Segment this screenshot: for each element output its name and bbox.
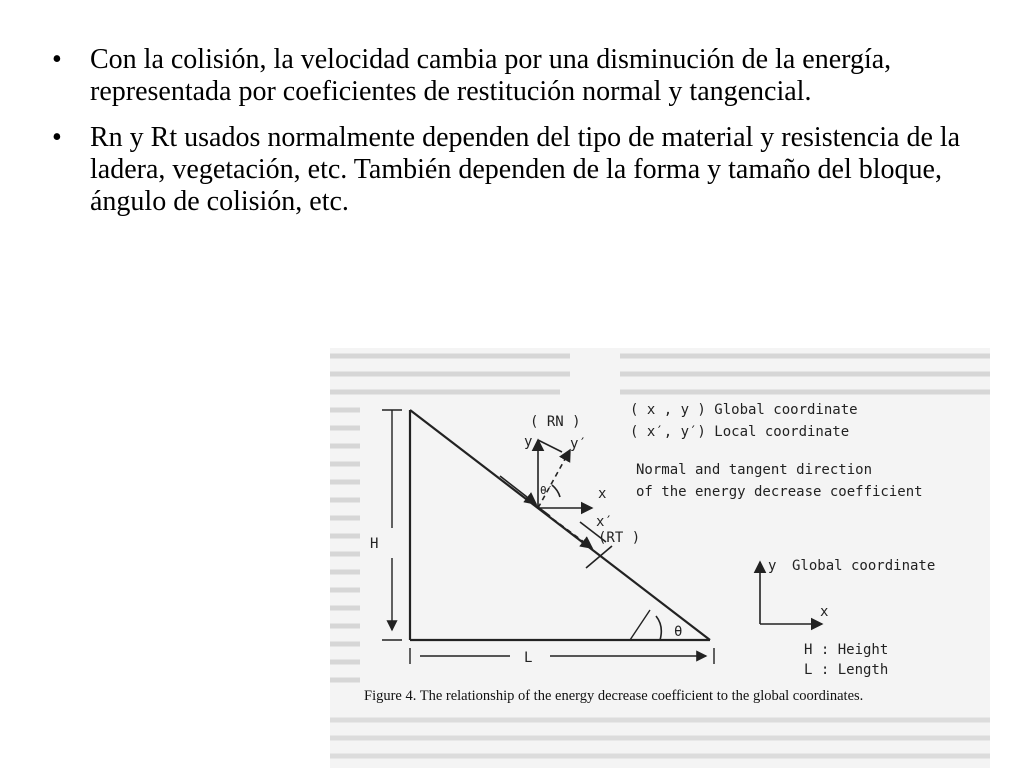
rt-label: (RT )	[598, 530, 641, 546]
height-symbol-label: H	[370, 536, 379, 552]
figure-caption: Figure 4. The relationship of the energy decrease coefficient to the global coordinates.	[364, 688, 864, 704]
length-definition-label: L : Length	[804, 662, 889, 678]
bullet-marker: •	[52, 44, 62, 75]
background-text-lines-lower	[330, 720, 990, 756]
local-coordinate-label: ( x′, y′) Local coordinate	[630, 424, 850, 440]
rn-label: ( RN )	[530, 414, 581, 430]
y-axis-label: y	[524, 434, 533, 450]
bullet-text-2: Rn y Rt usados normalmente dependen del tipo de material y resistencia de la ladera, vegetación, etc. También dependen de la forma y tamaño del bloque, ángulo de colisión, etc.	[90, 122, 961, 217]
height-definition-label: H : Height	[804, 642, 889, 658]
bullet-list	[52, 44, 972, 232]
bullet-marker: •	[52, 122, 62, 153]
legend-x-label: x	[820, 604, 829, 620]
length-symbol-label: L	[524, 650, 533, 666]
theta-label: θ	[674, 624, 683, 640]
theta-prime-label: θ′	[540, 484, 554, 497]
y-prime-label: y′	[570, 436, 587, 452]
global-coordinate-label: ( x , y ) Global coordinate	[630, 402, 858, 418]
legend-y-label: y	[768, 558, 777, 574]
normal-tangent-label-2: of the energy decrease coefficient	[636, 484, 923, 500]
bullet-item-1	[52, 44, 972, 108]
normal-tangent-label-1: Normal and tangent direction	[636, 462, 873, 478]
scanned-figure	[330, 348, 990, 768]
x-axis-label: x	[598, 486, 607, 502]
figure-diagram	[330, 348, 990, 768]
bullet-item-2	[52, 122, 972, 218]
legend-global-label: Global coordinate	[792, 558, 936, 574]
bullet-text-1: Con la colisión, la velocidad cambia por una disminución de la energía, representada por coeficientes de restitución normal y tangencial.	[90, 44, 892, 107]
x-prime-label: x′	[596, 514, 613, 530]
